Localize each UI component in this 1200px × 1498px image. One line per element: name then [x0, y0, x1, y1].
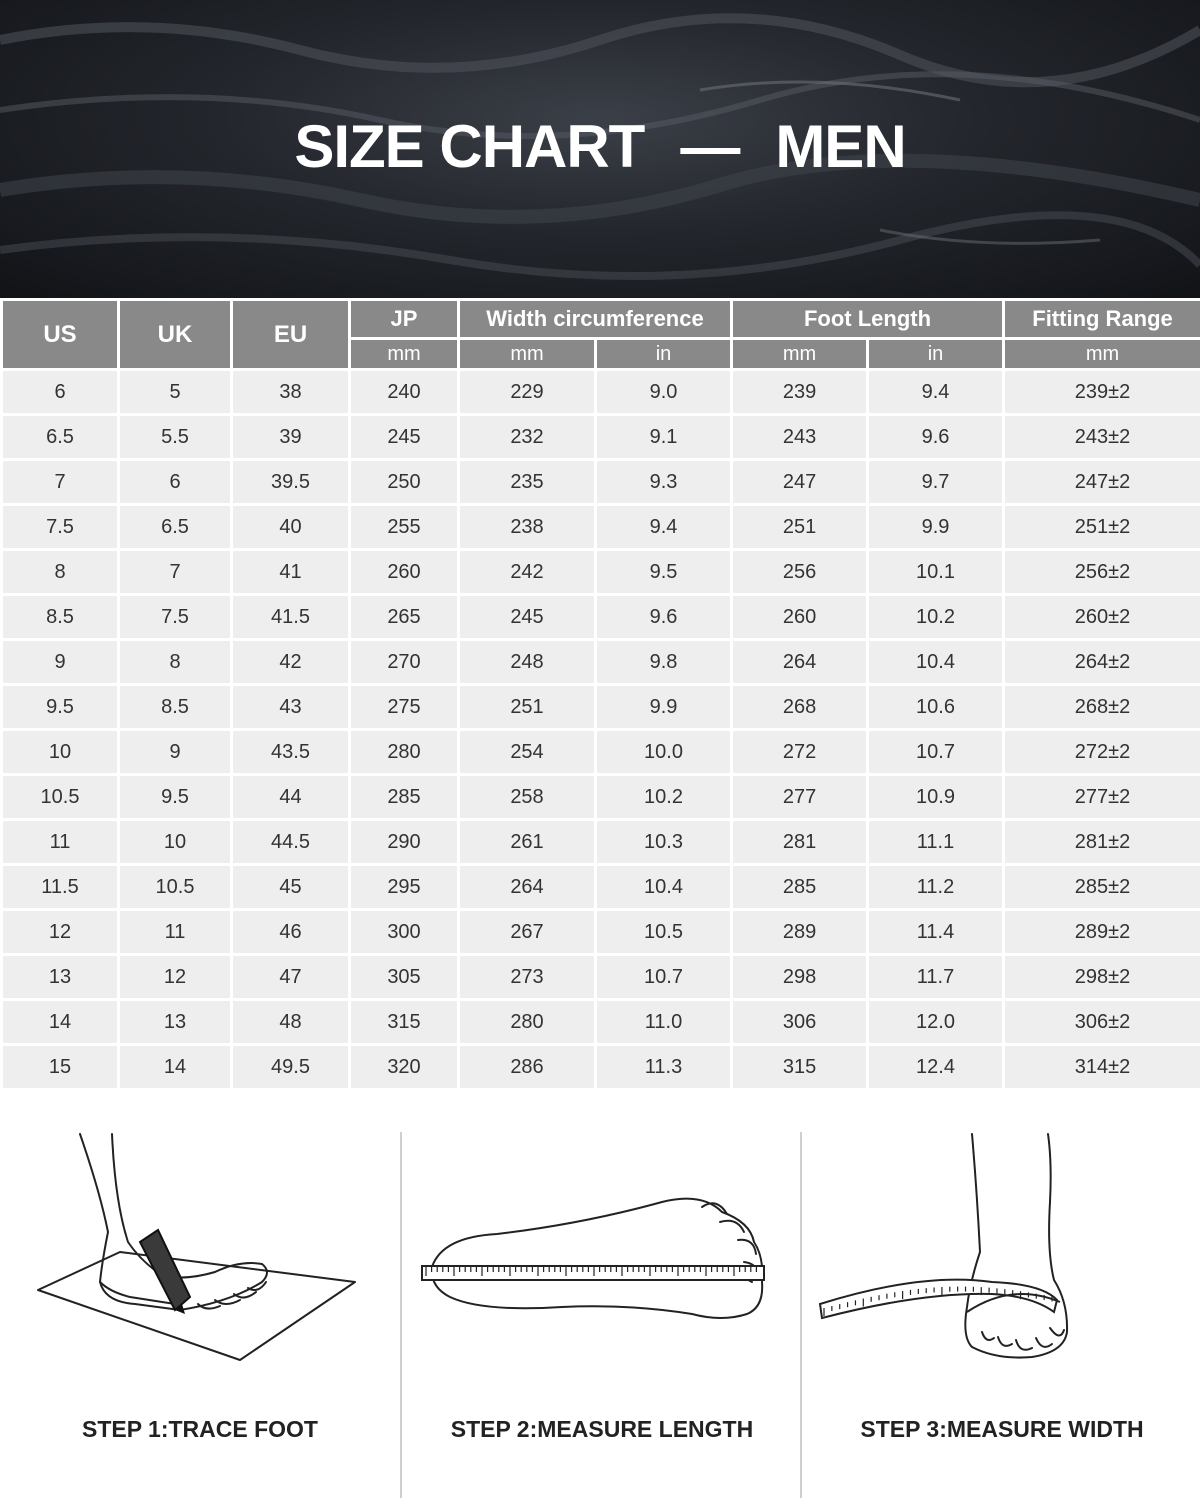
cell-width-mm: 238 [459, 505, 596, 550]
step-2-label: STEP 2:MEASURE LENGTH [450, 1416, 754, 1442]
cell-foot-mm: 306 [732, 1000, 868, 1045]
cell-eu: 38 [232, 370, 350, 415]
cell-width-in: 9.4 [596, 505, 732, 550]
cell-fitting-mm: 289±2 [1004, 910, 1200, 955]
table-row [2, 910, 1200, 955]
cell-foot-mm: 239 [732, 370, 868, 415]
cell-eu: 43 [232, 685, 350, 730]
size-table-body [2, 370, 1200, 1090]
cell-foot-in: 9.4 [868, 370, 1004, 415]
cell-fitting-mm: 243±2 [1004, 415, 1200, 460]
cell-width-in: 10.5 [596, 910, 732, 955]
measure-width-icon [802, 1132, 1200, 1412]
cell-fitting-mm: 277±2 [1004, 775, 1200, 820]
header-us: US [2, 300, 119, 370]
cell-width-mm: 273 [459, 955, 596, 1000]
cell-width-mm: 280 [459, 1000, 596, 1045]
cell-eu: 49.5 [232, 1045, 350, 1090]
cell-eu: 41.5 [232, 595, 350, 640]
unit-width-mm: mm [459, 339, 596, 370]
cell-jp-mm: 315 [350, 1000, 459, 1045]
cell-width-in: 9.6 [596, 595, 732, 640]
cell-width-in: 10.2 [596, 775, 732, 820]
cell-width-mm: 245 [459, 595, 596, 640]
cell-fitting-mm: 256±2 [1004, 550, 1200, 595]
cell-uk: 11 [119, 910, 232, 955]
cell-eu: 42 [232, 640, 350, 685]
cell-eu: 39 [232, 415, 350, 460]
cell-foot-in: 10.6 [868, 685, 1004, 730]
cell-width-in: 11.3 [596, 1045, 732, 1090]
cell-uk: 10.5 [119, 865, 232, 910]
cell-foot-mm: 315 [732, 1045, 868, 1090]
unit-foot-mm: mm [732, 339, 868, 370]
cell-width-mm: 264 [459, 865, 596, 910]
cell-us: 9.5 [2, 685, 119, 730]
cell-foot-mm: 272 [732, 730, 868, 775]
trace-foot-icon [0, 1132, 400, 1412]
cell-width-in: 11.0 [596, 1000, 732, 1045]
cell-jp-mm: 260 [350, 550, 459, 595]
measurement-steps [0, 1132, 1200, 1498]
cell-width-in: 10.0 [596, 730, 732, 775]
cell-eu: 43.5 [232, 730, 350, 775]
step-measure-width [800, 1132, 1200, 1498]
cell-foot-mm: 247 [732, 460, 868, 505]
cell-us: 9 [2, 640, 119, 685]
cell-jp-mm: 245 [350, 415, 459, 460]
cell-eu: 47 [232, 955, 350, 1000]
cell-eu: 48 [232, 1000, 350, 1045]
table-row [2, 1000, 1200, 1045]
cell-jp-mm: 300 [350, 910, 459, 955]
cell-foot-mm: 243 [732, 415, 868, 460]
unit-fitting-mm: mm [1004, 339, 1200, 370]
unit-foot-in: in [868, 339, 1004, 370]
cell-eu: 46 [232, 910, 350, 955]
table-row [2, 865, 1200, 910]
cell-us: 13 [2, 955, 119, 1000]
header-eu: EU [232, 300, 350, 370]
cell-width-mm: 232 [459, 415, 596, 460]
cell-uk: 6.5 [119, 505, 232, 550]
table-row [2, 550, 1200, 595]
cell-jp-mm: 305 [350, 955, 459, 1000]
cell-fitting-mm: 260±2 [1004, 595, 1200, 640]
table-row [2, 1045, 1200, 1090]
cell-foot-in: 9.6 [868, 415, 1004, 460]
cell-uk: 7.5 [119, 595, 232, 640]
cell-uk: 8.5 [119, 685, 232, 730]
cell-us: 10 [2, 730, 119, 775]
cell-jp-mm: 265 [350, 595, 459, 640]
header-width-circumference: Width circumference [459, 300, 732, 339]
cell-fitting-mm: 281±2 [1004, 820, 1200, 865]
table-row [2, 595, 1200, 640]
cell-width-in: 9.1 [596, 415, 732, 460]
cell-width-in: 9.3 [596, 460, 732, 505]
cell-jp-mm: 280 [350, 730, 459, 775]
table-row [2, 505, 1200, 550]
cell-foot-in: 10.2 [868, 595, 1004, 640]
cell-fitting-mm: 239±2 [1004, 370, 1200, 415]
cell-eu: 40 [232, 505, 350, 550]
step-trace-foot [0, 1132, 400, 1498]
cell-fitting-mm: 314±2 [1004, 1045, 1200, 1090]
header-foot-length: Foot Length [732, 300, 1004, 339]
cell-width-mm: 235 [459, 460, 596, 505]
header-fitting-range: Fitting Range [1004, 300, 1200, 339]
cell-fitting-mm: 285±2 [1004, 865, 1200, 910]
title-left: SIZE CHART [294, 113, 645, 180]
cell-foot-in: 10.9 [868, 775, 1004, 820]
cell-jp-mm: 240 [350, 370, 459, 415]
cell-fitting-mm: 306±2 [1004, 1000, 1200, 1045]
cell-foot-mm: 281 [732, 820, 868, 865]
cell-width-mm: 261 [459, 820, 596, 865]
cell-width-in: 10.7 [596, 955, 732, 1000]
cell-foot-in: 9.7 [868, 460, 1004, 505]
size-chart-table [0, 298, 1200, 1091]
cell-foot-in: 12.4 [868, 1045, 1004, 1090]
cell-us: 15 [2, 1045, 119, 1090]
cell-uk: 5 [119, 370, 232, 415]
cell-uk: 8 [119, 640, 232, 685]
cell-foot-in: 11.4 [868, 910, 1004, 955]
cell-width-in: 9.5 [596, 550, 732, 595]
cell-foot-in: 11.1 [868, 820, 1004, 865]
cell-fitting-mm: 264±2 [1004, 640, 1200, 685]
cell-width-in: 9.9 [596, 685, 732, 730]
table-row [2, 730, 1200, 775]
cell-us: 7.5 [2, 505, 119, 550]
step-measure-length [400, 1132, 802, 1498]
table-row [2, 685, 1200, 730]
cell-foot-in: 10.7 [868, 730, 1004, 775]
cell-width-in: 9.0 [596, 370, 732, 415]
cell-uk: 10 [119, 820, 232, 865]
cell-foot-in: 10.4 [868, 640, 1004, 685]
cell-foot-mm: 260 [732, 595, 868, 640]
table-row [2, 640, 1200, 685]
step-1-label: STEP 1:TRACE FOOT [82, 1416, 318, 1442]
cell-foot-in: 11.7 [868, 955, 1004, 1000]
cell-fitting-mm: 298±2 [1004, 955, 1200, 1000]
cell-foot-mm: 285 [732, 865, 868, 910]
cell-eu: 44.5 [232, 820, 350, 865]
cell-eu: 45 [232, 865, 350, 910]
cell-uk: 12 [119, 955, 232, 1000]
measure-length-icon [402, 1132, 802, 1412]
cell-uk: 9 [119, 730, 232, 775]
cell-us: 10.5 [2, 775, 119, 820]
cell-fitting-mm: 268±2 [1004, 685, 1200, 730]
cell-us: 12 [2, 910, 119, 955]
cell-eu: 41 [232, 550, 350, 595]
cell-foot-mm: 264 [732, 640, 868, 685]
cell-jp-mm: 250 [350, 460, 459, 505]
cell-jp-mm: 275 [350, 685, 459, 730]
cell-fitting-mm: 251±2 [1004, 505, 1200, 550]
cell-width-mm: 258 [459, 775, 596, 820]
size-table-container [0, 298, 1200, 1091]
table-row [2, 775, 1200, 820]
cell-foot-mm: 251 [732, 505, 868, 550]
cell-jp-mm: 270 [350, 640, 459, 685]
unit-width-in: in [596, 339, 732, 370]
cell-width-in: 9.8 [596, 640, 732, 685]
cell-jp-mm: 295 [350, 865, 459, 910]
cell-uk: 7 [119, 550, 232, 595]
unit-jp-mm: mm [350, 339, 459, 370]
cell-us: 6 [2, 370, 119, 415]
cell-jp-mm: 255 [350, 505, 459, 550]
cell-width-mm: 229 [459, 370, 596, 415]
cell-width-mm: 254 [459, 730, 596, 775]
table-row [2, 820, 1200, 865]
cell-fitting-mm: 272±2 [1004, 730, 1200, 775]
cell-us: 6.5 [2, 415, 119, 460]
cell-foot-in: 10.1 [868, 550, 1004, 595]
cell-foot-mm: 289 [732, 910, 868, 955]
header-uk: UK [119, 300, 232, 370]
cell-width-mm: 286 [459, 1045, 596, 1090]
cell-foot-mm: 256 [732, 550, 868, 595]
table-row [2, 955, 1200, 1000]
cell-us: 7 [2, 460, 119, 505]
cell-foot-in: 12.0 [868, 1000, 1004, 1045]
header-banner [0, 0, 1200, 298]
cell-foot-mm: 277 [732, 775, 868, 820]
title-dash: — [680, 113, 740, 180]
table-row [2, 370, 1200, 415]
header-jp: JP [350, 300, 459, 339]
cell-width-mm: 242 [459, 550, 596, 595]
cell-us: 11 [2, 820, 119, 865]
cell-uk: 5.5 [119, 415, 232, 460]
page-title [0, 112, 1200, 181]
cell-uk: 13 [119, 1000, 232, 1045]
cell-uk: 9.5 [119, 775, 232, 820]
cell-us: 11.5 [2, 865, 119, 910]
cell-jp-mm: 290 [350, 820, 459, 865]
table-row [2, 460, 1200, 505]
cell-jp-mm: 320 [350, 1045, 459, 1090]
cell-jp-mm: 285 [350, 775, 459, 820]
cell-width-in: 10.4 [596, 865, 732, 910]
cell-us: 8 [2, 550, 119, 595]
cell-width-mm: 251 [459, 685, 596, 730]
step-3-label: STEP 3:MEASURE WIDTH [860, 1416, 1144, 1442]
cell-width-mm: 248 [459, 640, 596, 685]
cell-width-in: 10.3 [596, 820, 732, 865]
cell-fitting-mm: 247±2 [1004, 460, 1200, 505]
title-right: MEN [775, 113, 906, 180]
cell-eu: 39.5 [232, 460, 350, 505]
cell-uk: 14 [119, 1045, 232, 1090]
cell-foot-in: 9.9 [868, 505, 1004, 550]
cell-eu: 44 [232, 775, 350, 820]
table-row [2, 415, 1200, 460]
cell-us: 8.5 [2, 595, 119, 640]
cell-foot-mm: 298 [732, 955, 868, 1000]
cell-foot-in: 11.2 [868, 865, 1004, 910]
cell-width-mm: 267 [459, 910, 596, 955]
cell-uk: 6 [119, 460, 232, 505]
cell-us: 14 [2, 1000, 119, 1045]
cell-foot-mm: 268 [732, 685, 868, 730]
